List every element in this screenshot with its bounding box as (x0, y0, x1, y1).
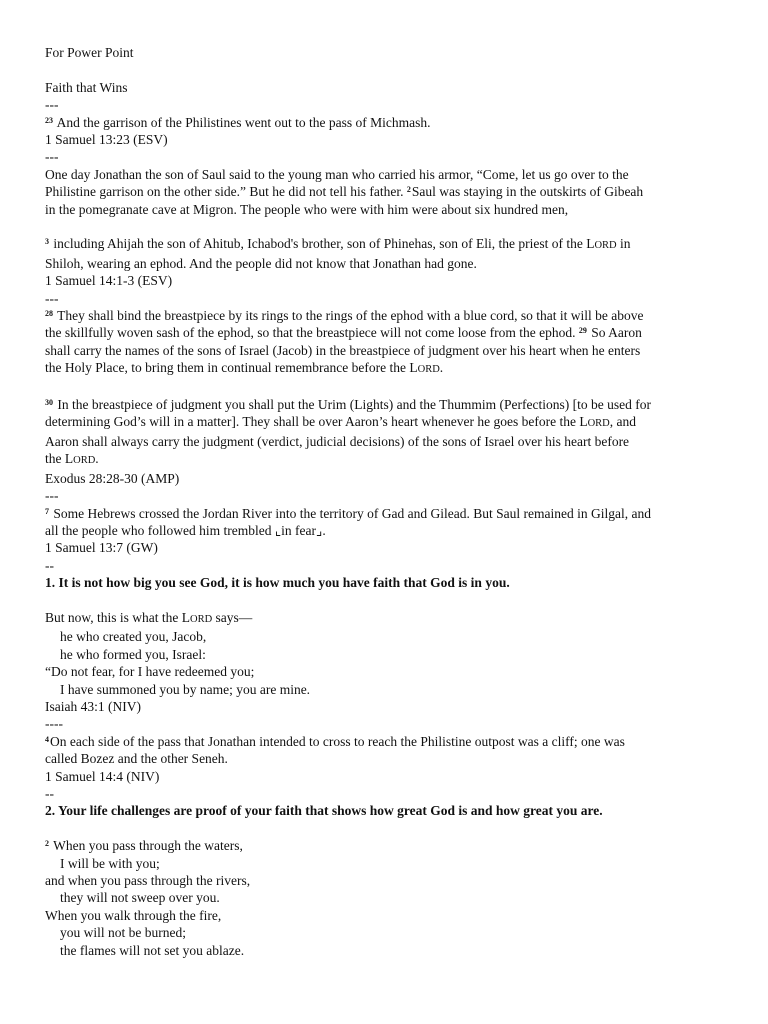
point-heading-2: 2. Your life challenges are proof of your faith that shows how great God is and how great you are. (45, 803, 603, 819)
verse-number: 30 (45, 398, 53, 408)
verse-line: Aaron shall always carry the judgment (verdict, judicial decisions) of the sons of Israel over his heart before (45, 433, 630, 449)
verse-text: Some Hebrews crossed the Jordan River into the territory of Gad and Gilead. But Saul remained in Gilgal, and (53, 505, 651, 521)
verse-line (45, 450, 728, 469)
verse-number: 29 (578, 326, 587, 336)
verse-line: they will not sweep over you. (60, 890, 220, 906)
small-caps-text: ORD (417, 364, 440, 376)
separator: -- (45, 557, 54, 573)
verse-line (45, 505, 728, 522)
verse-line (45, 396, 728, 413)
verse-text: the L (45, 451, 74, 467)
blank-line (45, 218, 728, 235)
verse-text: the skillfully woven sash of the ephod, so that the breastpiece will not come loose from the ephod. (45, 325, 576, 341)
verse-line: called Bozez and the other Seneh. (45, 751, 228, 767)
verse-text: So Aaron (591, 325, 642, 341)
small-caps-text: ORD (587, 418, 610, 430)
verse-line: you will not be burned; (60, 925, 186, 941)
verse-line: One day Jonathan the son of Saul said to the young man who carried his armor, “Come, let us go over to the (45, 166, 629, 182)
scripture-reference: 1 Samuel 14:1-3 (ESV) (45, 273, 173, 289)
small-caps-text: ORD (594, 240, 617, 252)
verse-text: , and (609, 414, 636, 430)
verse-line (45, 837, 728, 854)
scripture-reference: 1 Samuel 14:4 (NIV) (45, 768, 160, 784)
verse-line (45, 413, 728, 432)
scripture-reference: Isaiah 43:1 (NIV) (45, 698, 141, 714)
verse-text: And the garrison of the Philistines went out to the pass of Michmash. (56, 114, 431, 130)
separator: --- (45, 97, 59, 113)
sermon-title: Faith that Wins (45, 79, 128, 95)
blank-line (45, 379, 728, 396)
separator: --- (45, 290, 59, 306)
verse-text: . (95, 451, 99, 467)
verse-line (45, 307, 728, 324)
verse-number: 3 (45, 237, 49, 247)
blank-line (45, 820, 728, 837)
verse-number: 7 (45, 506, 49, 516)
header-label: For Power Point (45, 45, 134, 60)
verse-line: he who created you, Jacob, (60, 629, 207, 645)
scripture-reference: 1 Samuel 13:23 (ESV) (45, 132, 168, 148)
point-heading-1: 1. It is not how big you see God, it is how much you have faith that God is in you. (45, 575, 510, 591)
small-caps-text: ORD (190, 613, 213, 625)
verse-line: I will be with you; (60, 855, 160, 871)
verse-line: “Do not fear, for I have redeemed you; (45, 664, 255, 680)
verse-text: They shall bind the breastpiece by its rings to the rings of the ephod with a blue cord, so that it will be above (57, 308, 644, 324)
verse-text: When you pass through the waters, (53, 838, 243, 854)
separator: -- (45, 786, 54, 801)
verse-line: Shiloh, wearing an ephod. And the people did not know that Jonathan had gone. (45, 255, 477, 271)
verse-text: . (439, 360, 444, 376)
scripture-reference: 1 Samuel 13:7 (GW) (45, 540, 158, 556)
verse-text: determining God’s will in a matter]. They shall be over Aaron’s heart whenever he goes before the L (45, 414, 588, 430)
verse-text: in (616, 236, 631, 252)
verse-text: including Ahijah the son of Ahitub, Ichabod's brother, son of Phinehas, son of Eli, the priest of the L (53, 236, 595, 252)
verse-number: 2 (406, 185, 411, 195)
verse-line (45, 183, 728, 200)
verse-line: he who formed you, Israel: (60, 646, 206, 662)
verse-number: 28 (45, 309, 53, 319)
verse-line (45, 733, 728, 750)
verse-line: shall carry the names of the sons of Israel (Jacob) in the breastpiece of judgment over his heart when he enters (45, 342, 641, 358)
blank-line (45, 592, 728, 609)
verse-number: 4 (45, 734, 49, 744)
verse-line (45, 324, 728, 341)
verse-text: In the breastpiece of judgment you shall put the Urim (Lights) and the Thummim (Perfections) [to be used for (57, 397, 651, 413)
verse-line: the flames will not set you ablaze. (60, 942, 245, 958)
verse-line (45, 359, 728, 378)
verse-line: all the people who followed him trembled ⌞in fear⌟. (45, 522, 326, 538)
verse-number: 2 (45, 839, 49, 849)
verse-text: Philistine garrison on the other side.” But he did not tell his father. (45, 184, 404, 200)
small-caps-text: ORD (73, 455, 96, 467)
verse-line: I have summoned you by name; you are mine. (60, 681, 311, 697)
verse-text: says— (212, 609, 253, 625)
verse-line: in the pomegranate cave at Migron. The people who were with him were about six hundred men, (45, 201, 569, 217)
verse-text: Saul was staying in the outskirts of Gibeah (411, 184, 644, 200)
separator: ---- (45, 716, 63, 732)
verse-line: When you walk through the fire, (45, 907, 222, 923)
separator: --- (45, 149, 59, 165)
separator: --- (45, 488, 59, 504)
scripture-reference: Exodus 28:28-30 (AMP) (45, 470, 180, 486)
verse-number: 23 (45, 115, 53, 125)
verse-line (45, 235, 728, 254)
verse-line (45, 114, 728, 131)
verse-line: and when you pass through the rivers, (45, 873, 251, 889)
verse-text: the Holy Place, to bring them in continual remembrance before the L (45, 360, 418, 376)
verse-text: On each side of the pass that Jonathan intended to cross to reach the Philistine outpost was a cliff; one was (50, 733, 625, 749)
verse-text: But now, this is what the L (45, 609, 190, 625)
blank-line (45, 61, 728, 78)
verse-line (45, 609, 728, 628)
